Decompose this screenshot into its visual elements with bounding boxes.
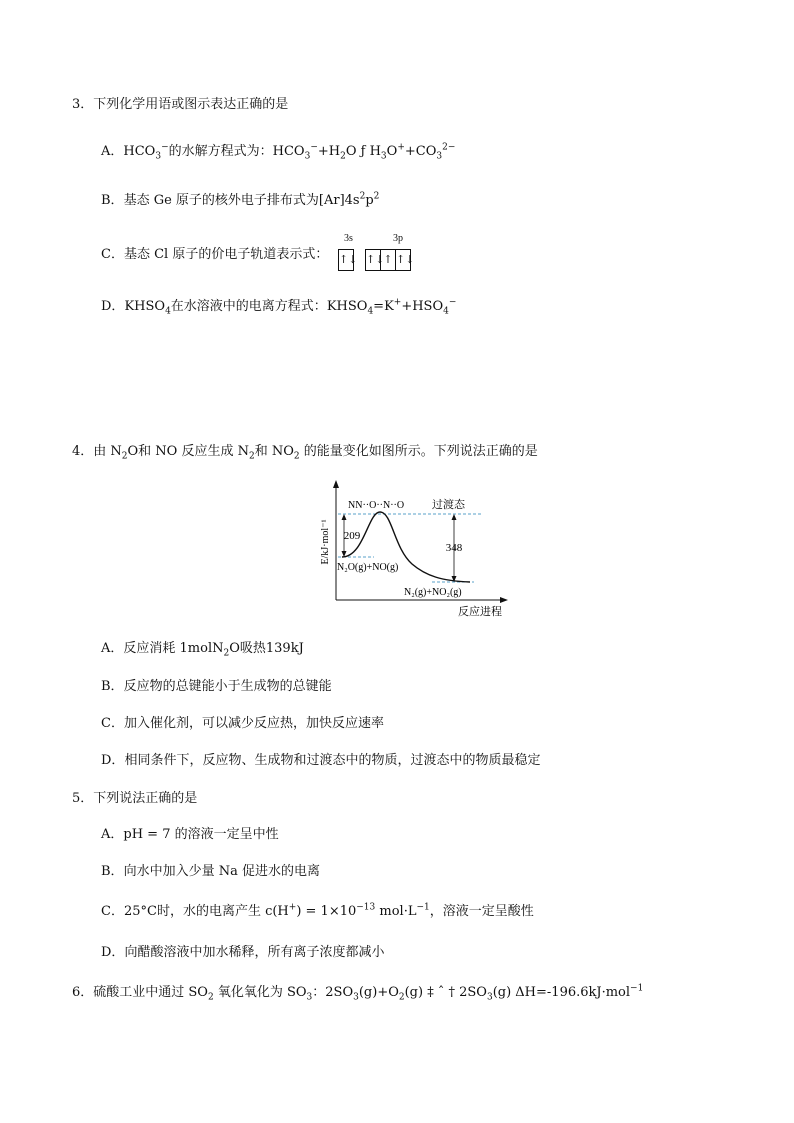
label-3p: 3p xyxy=(393,233,403,244)
q5-option-c: C．25°C时，水的电离产生 $c(H^+) = 1\times 10^{-13}$ $mol\cdot L^{-1}$，溶液一定呈酸性 xyxy=(101,902,534,919)
orbital-3s-1: ↑↓ xyxy=(339,253,358,266)
energy-diagram xyxy=(312,478,512,623)
delta-arrow-head-up xyxy=(452,514,457,520)
ea-value: 209 xyxy=(343,530,361,542)
q5-option-a: A．pH = 7 的溶液一定呈中性 xyxy=(101,827,279,842)
x-axis-label: 反应进程 xyxy=(458,606,502,618)
q4-option-c: C．加入催化剂，可以减少反应热，加快反应速率 xyxy=(101,716,384,731)
q3-option-c: C．基态 Cl 原子的价电子轨道表示式： xyxy=(101,247,329,262)
y-axis-arrow xyxy=(333,480,339,488)
y-axis-label: E/kJ·mol⁻¹ xyxy=(320,519,331,565)
ts-label: 过渡态 xyxy=(432,499,465,511)
ts-species: NN··O··N··O xyxy=(348,500,405,511)
q5-option-b: B．向水中加入少量 Na 促进水的电离 xyxy=(101,864,320,879)
q4-option-d: D．相同条件下，反应物、生成物和过渡态中的物质，过渡态中的物质最稳定 xyxy=(101,753,541,768)
label-3s: 3s xyxy=(344,233,353,244)
x-axis-arrow xyxy=(500,597,508,603)
q3-option-b: B．基态 Ge 原子的核外电子排布式为$[Ar]4s^2p^2$ xyxy=(101,191,380,208)
q4-option-b: B．反应物的总键能小于生成物的总键能 xyxy=(101,679,332,694)
q5-stem: 5．下列说法正确的是 xyxy=(72,791,198,806)
orbital-3p-box xyxy=(365,249,415,271)
orbital-3p-1: ↑↓ xyxy=(366,250,381,270)
q5-option-d: D．向醋酸溶液中加水稀释，所有离子浓度都减小 xyxy=(101,945,385,960)
q4-stem: 4．由 $N_2O$和 NO 反应生成 $N_2$和 $NO_2$ 的能量变化如图所示。下列说法正确的是 xyxy=(72,444,538,462)
q3-option-a: A．$HCO_3^-$的水解方程式为：$HCO_3^-+H_2O$ ƒ $H_3O^++CO_3^{2-}$ xyxy=(101,142,456,162)
products-label: N₂(g)+NO₂(g) xyxy=(404,587,462,598)
q4-option-a: A．反应消耗 1molN$_2$O吸热139kJ xyxy=(101,641,304,659)
ea-arrow-head-up xyxy=(342,514,347,520)
q3-stem: 3．下列化学用语或图示表达正确的是 xyxy=(72,97,289,112)
q6-stem: 6．硫酸工业中通过 $SO_2$ 氧化氧化为 $SO_3$：$2SO_3(g)+O_2(g)$ ‡ ˆ † $2SO_3(g)$ ΔH=-196.6kJ·mol$^{-1}$ xyxy=(72,983,644,1003)
delta-value: 348 xyxy=(445,542,463,554)
orbital-3s-box xyxy=(338,249,358,271)
q3-option-d: D．$KHSO_4$在水溶液中的电离方程式：$KHSO_4=K^++HSO_4^-$ xyxy=(101,297,457,317)
orbital-3p-3: ↑↓ xyxy=(396,253,415,266)
orbital-3p-2: ↑ xyxy=(381,250,396,270)
reactants-label: N₂O(g)+NO(g) xyxy=(337,562,399,573)
